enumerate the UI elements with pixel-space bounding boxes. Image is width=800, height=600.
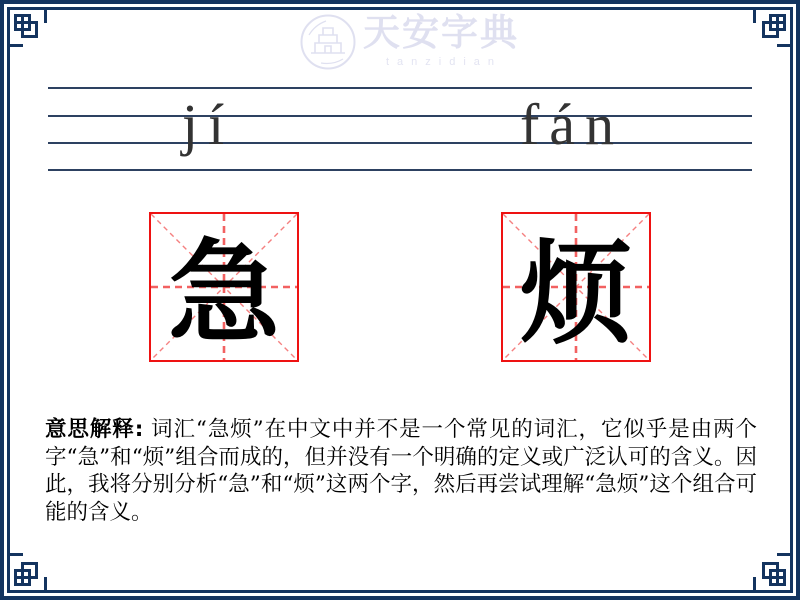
logo-title: 天安字典 bbox=[363, 13, 519, 54]
hanzi-box-fan bbox=[501, 212, 651, 362]
pinyin-ji: jí bbox=[181, 92, 235, 157]
logo bbox=[299, 13, 519, 71]
fret-corner-top-left-icon bbox=[7, 7, 55, 55]
staff-line bbox=[48, 87, 752, 89]
staff-line bbox=[48, 169, 752, 171]
hanzi-box-ji bbox=[149, 212, 299, 362]
definition-paragraph bbox=[45, 416, 757, 526]
fret-corner-bottom-right-icon bbox=[745, 545, 793, 593]
fret-corner-bottom-left-icon bbox=[7, 545, 55, 593]
seal-gate-icon bbox=[299, 13, 357, 71]
pinyin-guide-staff bbox=[48, 87, 752, 171]
hanzi-ji: 急 bbox=[168, 227, 280, 359]
pinyin-fan: fán bbox=[519, 92, 625, 157]
staff-line bbox=[48, 142, 752, 144]
fret-corner-top-right-icon bbox=[745, 7, 793, 55]
logo-subtitle: tanzidian bbox=[385, 56, 503, 68]
staff-line bbox=[48, 115, 752, 117]
hanzi-fan: 烦 bbox=[520, 227, 632, 359]
definition-label: 意思解释: bbox=[45, 417, 144, 442]
definition-text: 词汇“急烦”在中文中并不是一个常见的词汇，它似乎是由两个字“急”和“烦”组合而成的，但并没有一个明确的定义或广泛认可的含义。因此，我将分别分析“急”和“烦”这两个字，然后再尝试理解“急烦”这个组合可能的含义。 bbox=[45, 417, 757, 525]
